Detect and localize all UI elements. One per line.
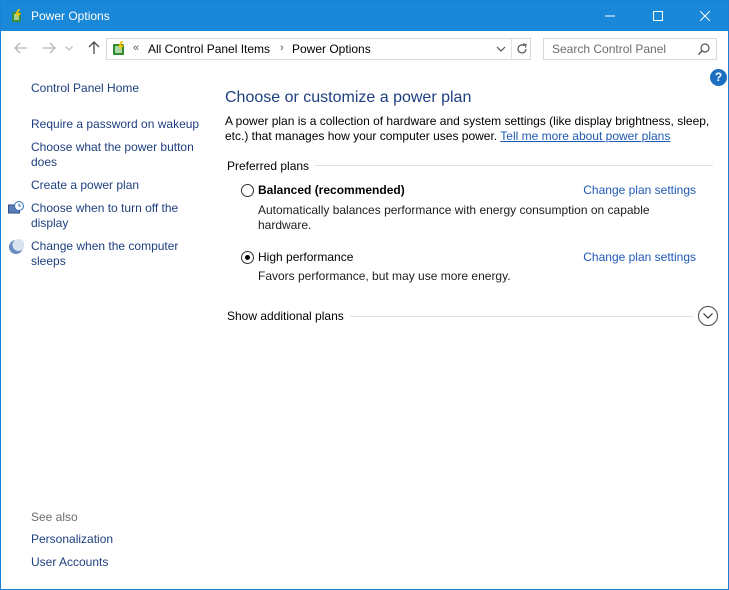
- balanced-plan-description: Automatically balances performance with energy consumption on capable hardware.: [258, 203, 650, 232]
- address-dropdown-button[interactable]: [493, 41, 509, 57]
- up-arrow-icon: [88, 41, 100, 55]
- breadcrumb-all-control-panel-items[interactable]: All Control Panel Items: [148, 42, 271, 56]
- help-button[interactable]: ?: [710, 69, 727, 86]
- title-bar[interactable]: [1, 1, 728, 31]
- chevron-down-icon: [703, 313, 713, 319]
- left-pane: [1, 65, 211, 589]
- high-performance-change-settings-link[interactable]: Change plan settings: [583, 250, 696, 264]
- control-panel-home-link[interactable]: Control Panel Home: [31, 81, 140, 95]
- back-arrow-icon: [14, 42, 28, 54]
- high-performance-radio[interactable]: [241, 251, 254, 264]
- chevron-down-icon: [65, 46, 73, 51]
- window-title: Power Options: [31, 9, 110, 23]
- see-also-user-accounts-link[interactable]: User Accounts: [31, 555, 109, 569]
- control-panel-icon: [111, 41, 127, 57]
- preferred-plans-label: Preferred plans: [227, 159, 315, 173]
- chevron-down-icon: [493, 41, 509, 57]
- display-schedule-icon: [8, 201, 24, 217]
- sidebar-item-turn-off-display[interactable]: Choose when to turn off the display: [31, 201, 179, 230]
- balanced-plan-name[interactable]: Balanced (recommended): [258, 183, 405, 197]
- forward-button[interactable]: [40, 39, 58, 57]
- refresh-button[interactable]: [511, 39, 531, 59]
- sidebar-item-power-button[interactable]: Choose what the power button does: [31, 140, 194, 169]
- power-options-icon: [9, 8, 25, 24]
- intro-body: A power plan is a collection of hardware and system settings (like display brightness, sleep, etc.) that manages how your computer uses power.: [225, 114, 710, 143]
- recent-locations-button[interactable]: [63, 39, 75, 57]
- search-box[interactable]: [543, 38, 717, 60]
- navigation-bar: [1, 31, 728, 65]
- sidebar-item-create-plan[interactable]: Create a power plan: [31, 178, 140, 192]
- close-button[interactable]: [682, 1, 728, 31]
- address-bar[interactable]: [106, 38, 531, 60]
- forward-arrow-icon: [42, 42, 56, 54]
- see-also-personalization-link[interactable]: Personalization: [31, 532, 114, 546]
- balanced-radio[interactable]: [241, 184, 254, 197]
- intro-text: [225, 114, 715, 144]
- refresh-icon: [516, 43, 528, 55]
- high-performance-plan-description: Favors performance, but may use more energy.: [258, 269, 511, 283]
- breadcrumb-separator[interactable]: ›: [280, 42, 284, 54]
- sidebar-item-require-password[interactable]: Require a password on wakeup: [31, 117, 200, 131]
- show-additional-plans-label[interactable]: Show additional plans: [227, 309, 350, 323]
- breadcrumb-power-options[interactable]: Power Options: [292, 42, 371, 56]
- high-performance-plan-name[interactable]: High performance: [258, 250, 354, 264]
- maximize-button[interactable]: [635, 1, 681, 31]
- expand-additional-plans-button[interactable]: [698, 306, 718, 326]
- learn-more-link[interactable]: Tell me more about power plans: [500, 129, 671, 143]
- search-icon[interactable]: [696, 41, 712, 57]
- sidebar-item-computer-sleeps[interactable]: Change when the computer sleeps: [31, 239, 179, 268]
- page-title: Choose or customize a power plan: [225, 89, 472, 106]
- breadcrumb-overflow[interactable]: «: [133, 42, 140, 54]
- moon-sleep-icon: [8, 239, 24, 255]
- see-also-heading: See also: [31, 510, 78, 524]
- search-input[interactable]: [544, 39, 694, 59]
- balanced-change-settings-link[interactable]: Change plan settings: [583, 183, 696, 197]
- up-button[interactable]: [85, 39, 103, 57]
- minimize-button[interactable]: [587, 1, 633, 31]
- back-button[interactable]: [12, 39, 30, 57]
